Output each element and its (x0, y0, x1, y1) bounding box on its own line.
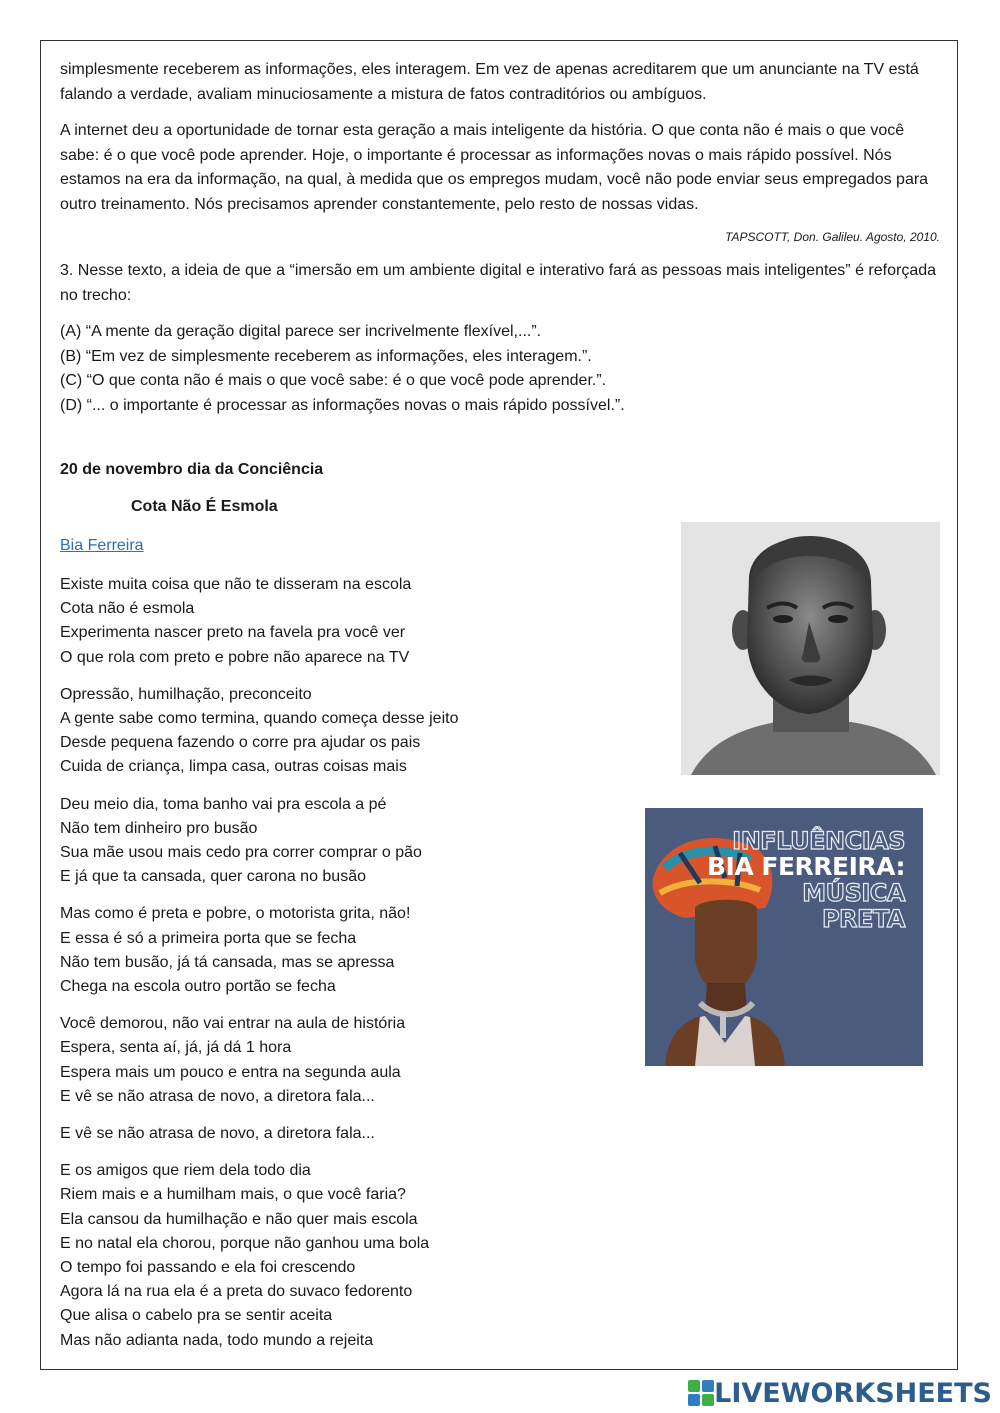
lyric-line: Cota não é esmola (60, 600, 195, 618)
liveworksheets-logo-icon (688, 1380, 714, 1406)
stanza (60, 1012, 620, 1109)
lyric-line: Mas não adianta nada, todo mundo a rejeita (60, 1331, 374, 1349)
lyric-line: E os amigos que riem dela todo dia (60, 1162, 311, 1180)
lyric-line: Chega na escola outro portão se fecha (60, 978, 336, 996)
lyric-line: E vê se não atrasa de novo, a diretora fala... (60, 1125, 375, 1143)
lyric-line: O tempo foi passando e ela foi crescendo (60, 1259, 356, 1277)
stanza (60, 902, 620, 999)
lyric-line: Que alisa o cabelo pra se sentir aceita (60, 1307, 333, 1325)
lyric-line: Você demorou, não vai entrar na aula de história (60, 1015, 406, 1033)
lyric-line: Espera mais um pouco e entra na segunda aula (60, 1063, 401, 1081)
stanza (60, 1159, 620, 1353)
lyric-line: E essa é só a primeira porta que se fecha (60, 929, 357, 947)
album-cover-text (707, 828, 905, 932)
lyric-line: E vê se não atrasa de novo, a diretora fala... (60, 1087, 375, 1105)
option-b: (B) “Em vez de simplesmente receberem as informações, eles interagem.”. (60, 347, 592, 365)
answer-options (60, 320, 940, 418)
option-d: (D) “... o importante é processar as informações novas o mais rápido possível.”. (60, 396, 625, 414)
lyric-line: Opressão, humilhação, preconceito (60, 685, 312, 703)
option-a: (A) “A mente da geração digital parece ser incrivelmente flexível,...”. (60, 323, 542, 340)
lyric-line: Agora lá na rua ela é a preta do suvaco fedorento (60, 1283, 413, 1301)
lyric-line: E já que ta cansada, quer carona no busão (60, 868, 366, 886)
lyric-line: Não tem busão, já tá cansada, mas se apressa (60, 953, 395, 971)
passage-paragraph-1: simplesmente receberem as informações, eles interagem. Em vez de apenas acreditarem que um anunciante na TV está falando a verdade, avaliam minuciosamente a mistura de fatos contraditórios ou ambíguos. (60, 61, 919, 103)
lyric-line: Riem mais e a humilham mais, o que você faria? (60, 1186, 406, 1204)
album-cover-image (645, 808, 923, 1066)
lyric-line: E no natal ela chorou, porque não ganhou uma bola (60, 1234, 430, 1252)
lyric-line: Espera, senta aí, já, já dá 1 hora (60, 1039, 292, 1057)
option-c: (C) “O que conta não é mais o que você sabe: é o que você pode aprender.”. (60, 372, 607, 389)
lyric-line: Cuida de criança, limpa casa, outras coisas mais (60, 758, 407, 776)
lyric-line: Existe muita coisa que não te disseram na escola (60, 576, 412, 593)
lyric-line: Experimenta nascer preto na favela pra você ver (60, 624, 406, 642)
section-heading: 20 de novembro dia da Conciência (60, 461, 324, 478)
album-title-line-2: BIA FERREIRA: (706, 852, 905, 881)
reading-passage (60, 58, 940, 418)
portrait-drawing (681, 522, 940, 775)
stanza (60, 683, 620, 780)
lyric-line: Ela cansou da humilhação e não quer mais escola (60, 1210, 418, 1228)
stanza (60, 793, 620, 890)
passage-paragraph-2: A internet deu a oportunidade de tornar esta geração a mais inteligente da história. O que conta não é mais o que você sabe: é o que você pode aprender. Hoje, o importante é processar as informações novas o mais rápido possível. Nós estamos na era da informação, na qual, à medida que os empregos mudam, você não pode enviar seus empregados para outro treinamento. Nós precisamos aprender constantemente, pelo resto de nossas vidas. (60, 122, 929, 213)
album-title-line-1: INFLUÊNCIAS (732, 827, 905, 855)
brand-name: LIVEWORKSHEETS (714, 1377, 992, 1409)
citation: TAPSCOTT, Don. Galileu. Agosto, 2010. (725, 230, 940, 244)
lyric-line: O que rola com preto e pobre não aparece na TV (60, 648, 410, 666)
lyric-line: Não tem dinheiro pro busão (60, 819, 258, 837)
portrait-sketch-image (681, 522, 940, 775)
album-title-line-3: MÚSICA (802, 879, 905, 907)
lyric-line: Sua mãe usou mais cedo pra correr comprar o pão (60, 844, 422, 862)
song-title: Cota Não É Esmola (131, 498, 278, 515)
author-link[interactable]: Bia Ferreira (60, 537, 144, 554)
lyric-line: Mas como é preta e pobre, o motorista grita, não! (60, 905, 411, 923)
lyric-line: A gente sabe como termina, quando começa desse jeito (60, 710, 459, 728)
stanza (60, 573, 620, 670)
lyric-line: Deu meio dia, toma banho vai pra escola a pé (60, 795, 387, 813)
lyrics (60, 573, 620, 1366)
question-text: 3. Nesse texto, a ideia de que a “imersão em um ambiente digital e interativo fará as pessoas mais inteligentes” é reforçada no trecho: (60, 262, 937, 304)
stanza (60, 1122, 620, 1146)
lyric-line: Desde pequena fazendo o corre pra ajudar os pais (60, 734, 421, 752)
liveworksheets-logo (688, 1378, 992, 1408)
album-title-line-4: PRETA (821, 905, 905, 933)
